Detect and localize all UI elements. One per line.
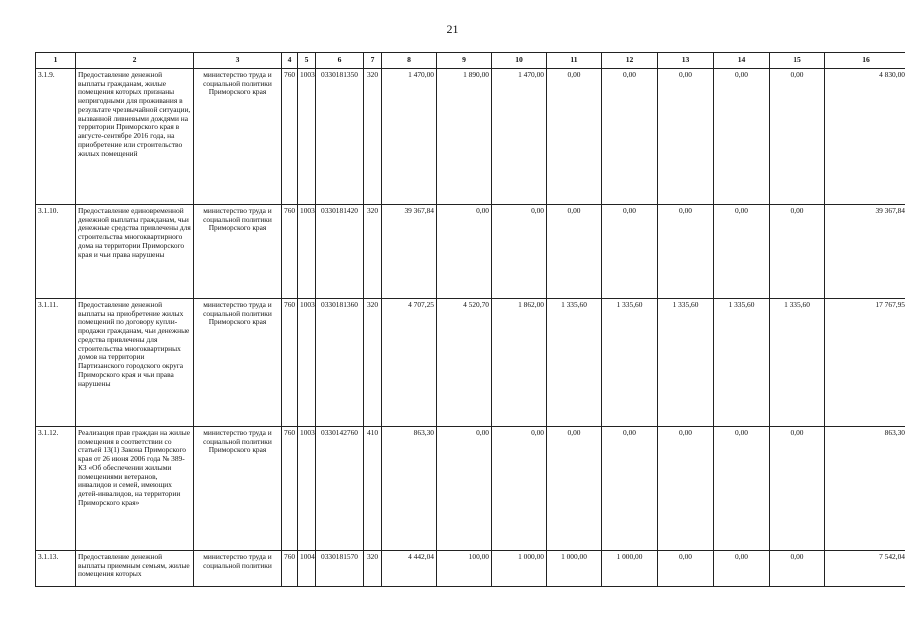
amount-total: 863,30: [825, 426, 905, 550]
item-number: 3.1.12.: [36, 426, 76, 550]
amount-col-15: 0,00: [770, 204, 825, 298]
column-number-row: [36, 53, 905, 69]
code-ministry: 760: [282, 550, 298, 586]
amount-col-14: 0,00: [714, 426, 770, 550]
amount-col-8: 1 470,00: [382, 68, 437, 204]
code-section: 1003: [298, 426, 316, 550]
responsible-org: министерство труда и социальной политики Приморского края: [194, 204, 282, 298]
amount-col-11: 1 335,60: [547, 298, 602, 426]
amount-col-9: 0,00: [437, 204, 492, 298]
amount-col-14: 1 335,60: [714, 298, 770, 426]
amount-col-14: 0,00: [714, 550, 770, 586]
amount-col-10: 0,00: [492, 426, 547, 550]
amount-col-13: 0,00: [658, 204, 714, 298]
amount-col-12: 0,00: [602, 204, 658, 298]
amount-col-15: 0,00: [770, 550, 825, 586]
code-ministry: 760: [282, 426, 298, 550]
responsible-org: министерство труда и социальной политики: [194, 550, 282, 586]
table-row: [36, 426, 905, 550]
code-section: 1003: [298, 298, 316, 426]
amount-col-8: 4 442,04: [382, 550, 437, 586]
amount-col-9: 4 520,70: [437, 298, 492, 426]
column-header: 11: [547, 53, 602, 69]
table-row: [36, 298, 905, 426]
table-row: [36, 68, 905, 204]
responsible-org: министерство труда и социальной политики Приморского края: [194, 68, 282, 204]
amount-col-9: 100,00: [437, 550, 492, 586]
amount-total: 39 367,84: [825, 204, 905, 298]
page-number: 21: [446, 22, 459, 36]
column-header: 2: [76, 53, 194, 69]
column-header: 5: [298, 53, 316, 69]
amount-col-10: 1 000,00: [492, 550, 547, 586]
code-section: 1003: [298, 204, 316, 298]
code-expense: 410: [364, 426, 382, 550]
column-header: 12: [602, 53, 658, 69]
column-header: 16: [825, 53, 905, 69]
code-target: 0330181350: [316, 68, 364, 204]
column-header: 14: [714, 53, 770, 69]
amount-col-11: 0,00: [547, 426, 602, 550]
column-header: 8: [382, 53, 437, 69]
code-target: 0330181420: [316, 204, 364, 298]
amount-col-13: 1 335,60: [658, 298, 714, 426]
amount-col-9: 0,00: [437, 426, 492, 550]
amount-col-13: 0,00: [658, 68, 714, 204]
code-target: 0330181570: [316, 550, 364, 586]
code-section: 1003: [298, 68, 316, 204]
item-name: Реализация прав граждан на жилые помещения в соответствии со статьей 13(1) Закона Приморского края от 26 июня 2006 года № 389-КЗ «Об обеспечении жилыми помещениями ветеранов, инвалидов и семей, имеющих детей-инвалидов, на территории Приморского края»: [76, 426, 194, 550]
item-name: Предоставление денежной выплаты приемным семьям, жилые помещения которых: [76, 550, 194, 586]
amount-col-10: 1 862,00: [492, 298, 547, 426]
amount-col-8: 4 707,25: [382, 298, 437, 426]
amount-col-10: 0,00: [492, 204, 547, 298]
amount-col-14: 0,00: [714, 68, 770, 204]
item-number: 3.1.9.: [36, 68, 76, 204]
code-ministry: 760: [282, 68, 298, 204]
column-header: 4: [282, 53, 298, 69]
amount-col-15: 0,00: [770, 426, 825, 550]
amount-total: 17 767,95: [825, 298, 905, 426]
item-number: 3.1.13.: [36, 550, 76, 586]
column-header: 7: [364, 53, 382, 69]
item-number: 3.1.10.: [36, 204, 76, 298]
code-target: 0330142760: [316, 426, 364, 550]
amount-col-11: 1 000,00: [547, 550, 602, 586]
column-header: 10: [492, 53, 547, 69]
code-expense: 320: [364, 68, 382, 204]
column-header: 15: [770, 53, 825, 69]
amount-col-14: 0,00: [714, 204, 770, 298]
amount-col-10: 1 470,00: [492, 68, 547, 204]
code-expense: 320: [364, 550, 382, 586]
amount-col-12: 1 000,00: [602, 550, 658, 586]
amount-total: 7 542,04: [825, 550, 905, 586]
responsible-org: министерство труда и социальной политики Приморского края: [194, 426, 282, 550]
amount-col-11: 0,00: [547, 68, 602, 204]
item-number: 3.1.11.: [36, 298, 76, 426]
column-header: 1: [36, 53, 76, 69]
amount-col-13: 0,00: [658, 550, 714, 586]
budget-table: [35, 52, 905, 587]
amount-col-11: 0,00: [547, 204, 602, 298]
code-expense: 320: [364, 204, 382, 298]
code-ministry: 760: [282, 204, 298, 298]
code-section: 1004: [298, 550, 316, 586]
amount-col-8: 39 367,84: [382, 204, 437, 298]
amount-col-8: 863,30: [382, 426, 437, 550]
amount-col-15: 0,00: [770, 68, 825, 204]
column-header: 13: [658, 53, 714, 69]
item-name: Предоставление единовременной денежной выплаты гражданам, чьи денежные средства привлечены для строительства многоквартирного дома на территории Приморского края и чьи права нарушены: [76, 204, 194, 298]
code-expense: 320: [364, 298, 382, 426]
amount-col-12: 0,00: [602, 426, 658, 550]
responsible-org: министерство труда и социальной политики Приморского края: [194, 298, 282, 426]
column-header: 3: [194, 53, 282, 69]
amount-col-15: 1 335,60: [770, 298, 825, 426]
table-row: [36, 550, 905, 586]
code-target: 0330181360: [316, 298, 364, 426]
amount-col-13: 0,00: [658, 426, 714, 550]
amount-total: 4 830,00: [825, 68, 905, 204]
amount-col-12: 0,00: [602, 68, 658, 204]
code-ministry: 760: [282, 298, 298, 426]
column-header: 6: [316, 53, 364, 69]
item-name: Предоставление денежной выплаты гражданам, жилые помещения которых признаны непригодными для проживания в результате чрезвычайной ситуации, вызванной ливневыми дождями на территории Приморского края в августе-сентябре 2016 года, на приобретение или строительство жилых помещений: [76, 68, 194, 204]
table-row: [36, 204, 905, 298]
amount-col-12: 1 335,60: [602, 298, 658, 426]
amount-col-9: 1 890,00: [437, 68, 492, 204]
item-name: Предоставление денежной выплаты на приобретение жилых помещений по договору купли-продажи гражданам, чьи денежные средства привлечены для строительства многоквартирных домов на территории Партизанского городского округа Приморского края и чьи права нарушены: [76, 298, 194, 426]
column-header: 9: [437, 53, 492, 69]
